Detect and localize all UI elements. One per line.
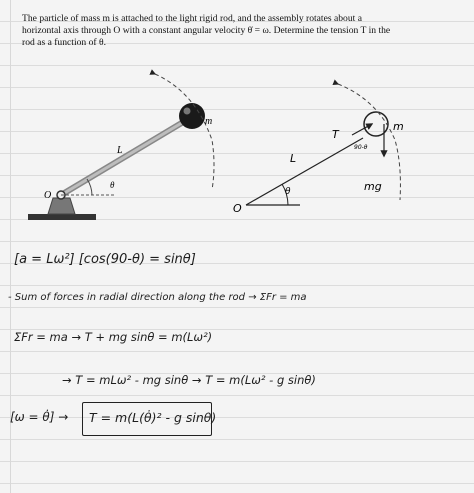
mass-label-2: m bbox=[393, 120, 404, 133]
work-line-2: - Sum of forces in radial direction along the rod → ΣFr = ma bbox=[8, 292, 307, 303]
pivot-label: O bbox=[44, 190, 52, 201]
problem-line: rod as a function of θ. bbox=[22, 37, 106, 48]
angle-label-2: θ bbox=[285, 187, 291, 197]
ground bbox=[28, 214, 96, 220]
inner-angle-label: 90-θ bbox=[354, 144, 368, 151]
diagram-1 bbox=[28, 74, 214, 220]
tension-label: T bbox=[332, 128, 339, 141]
support-bracket bbox=[48, 198, 75, 214]
pivot-label-2: O bbox=[233, 202, 242, 215]
rod-line bbox=[246, 138, 363, 205]
problem-line: The particle of mass m is attached to the light rigid rod, and the assembly rotates about a bbox=[22, 13, 362, 24]
work-line-3: ΣFr = ma → T + mg sinθ = m(Lω²) bbox=[14, 330, 213, 344]
rod-label: L bbox=[117, 145, 123, 156]
weight-label: mg bbox=[364, 180, 382, 193]
angle-label: θ bbox=[110, 180, 115, 190]
diagram-2 bbox=[233, 84, 404, 215]
final-answer: T = m(L(θ̇)² - g sinθ) bbox=[89, 410, 217, 425]
final-answer-box bbox=[82, 402, 217, 436]
work-line-5: [ω = θ̇] → bbox=[10, 410, 69, 424]
rod-label-2: L bbox=[290, 152, 297, 165]
mass-label: m bbox=[205, 116, 213, 127]
work-line-1: [a = Lω²] [cos(90-θ) = sinθ] bbox=[14, 252, 196, 267]
problem-line: horizontal axis through O with a constant angular velocity θ̇ = ω. Determine the tension T in the bbox=[22, 25, 391, 36]
work-line-4: → T = mLω² - mg sinθ → T = m(Lω² - g sinθ) bbox=[62, 373, 316, 387]
